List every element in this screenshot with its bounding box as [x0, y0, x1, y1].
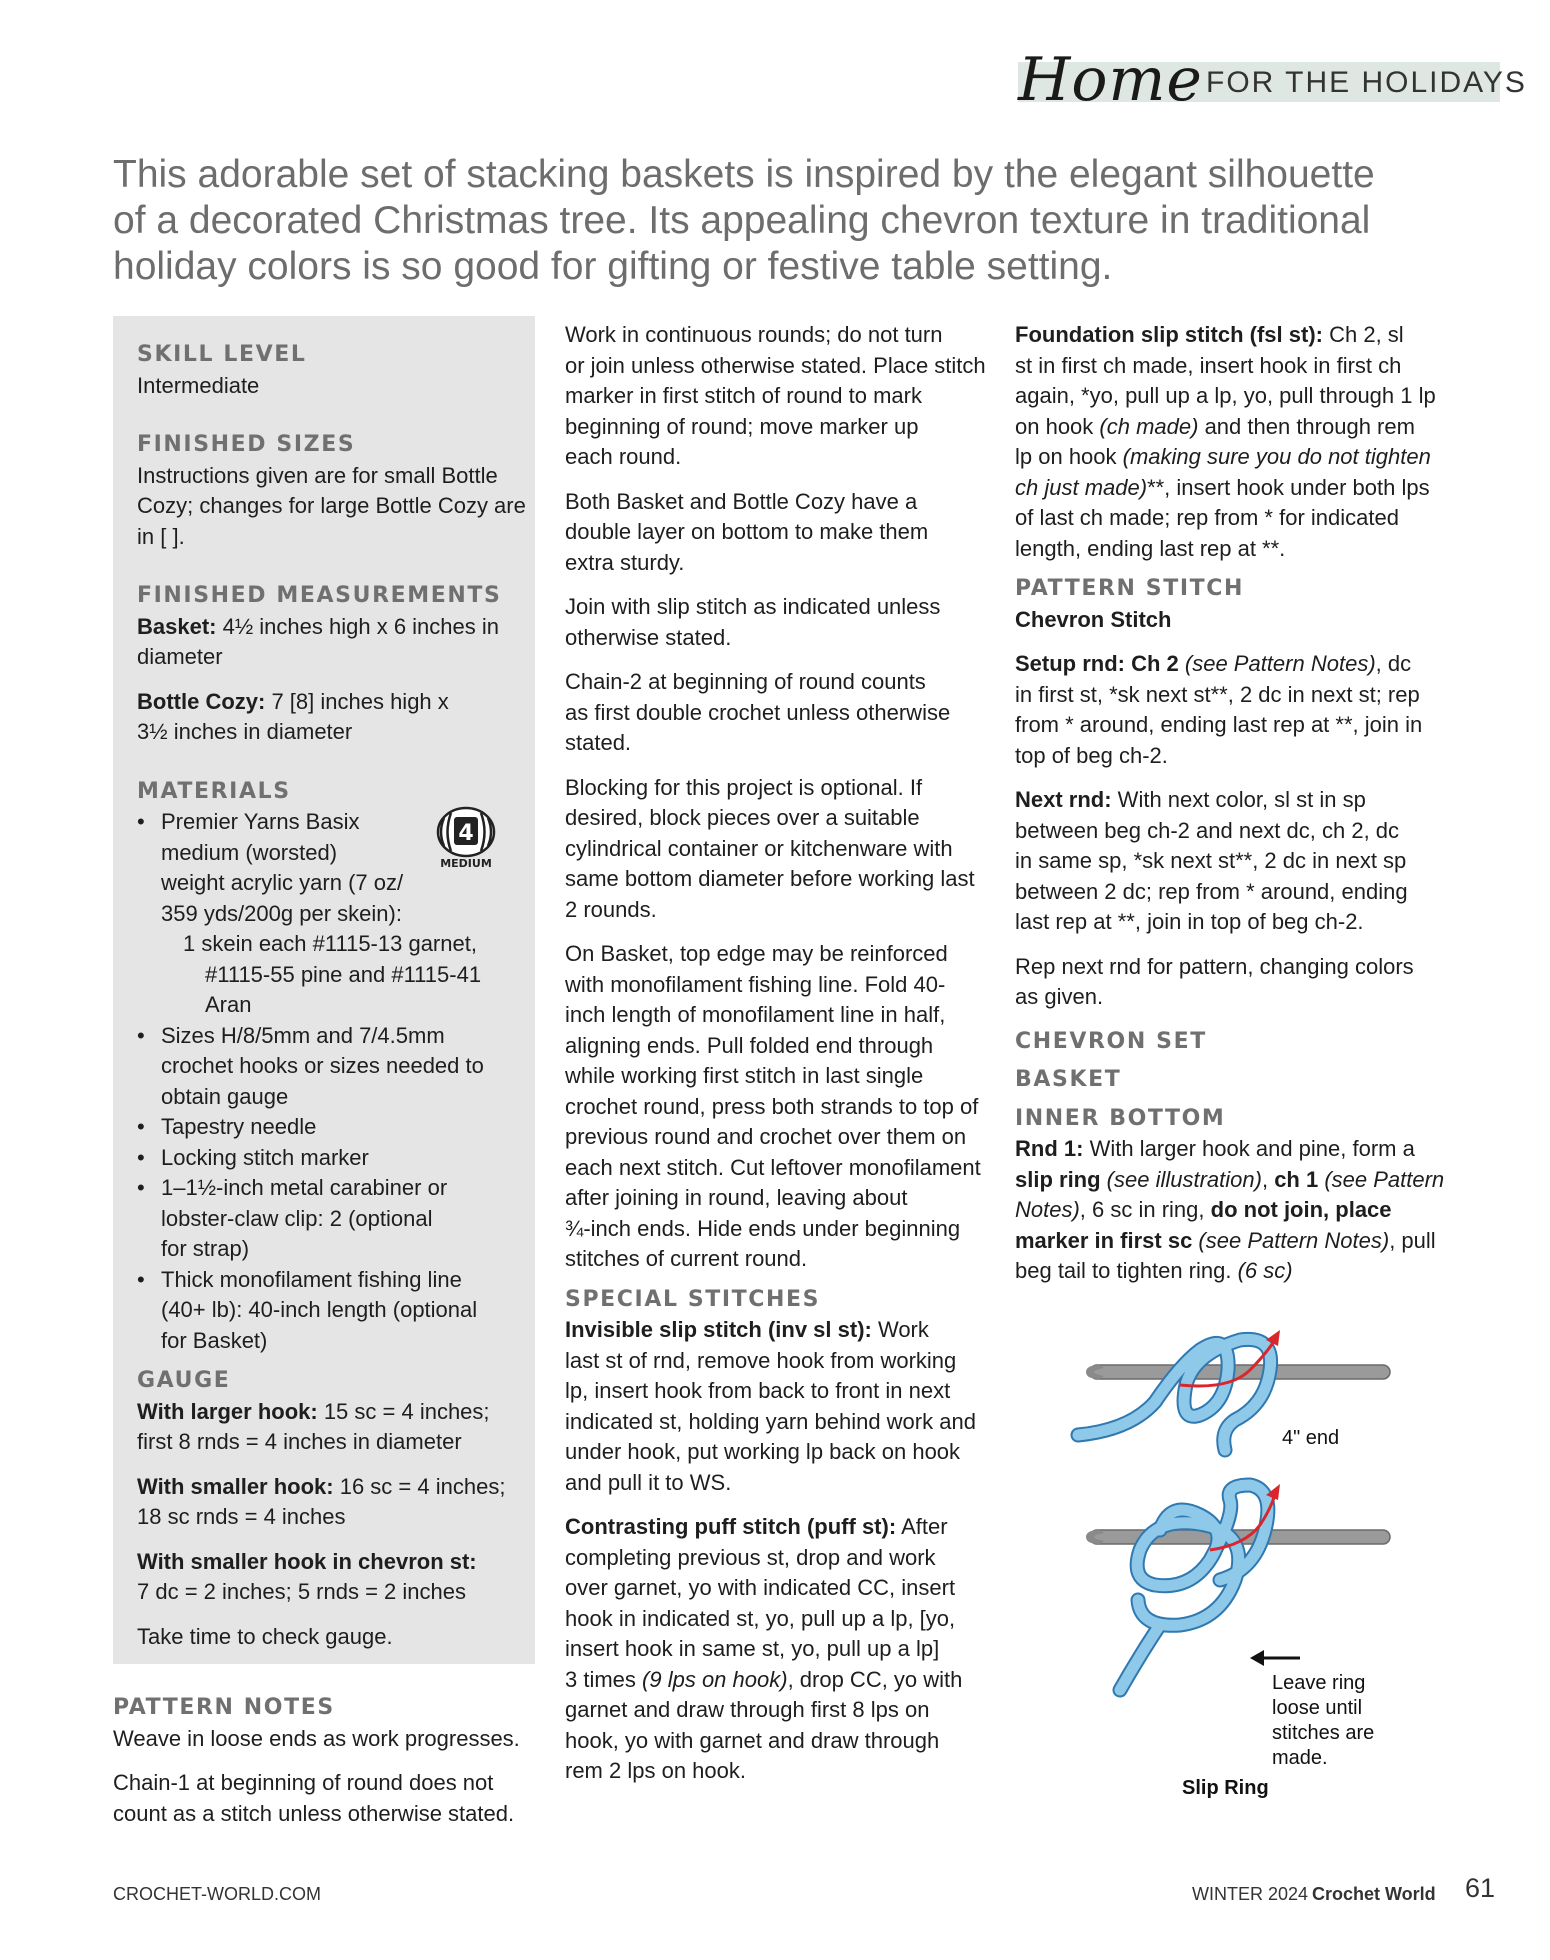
- header-section-title: FOR THE HOLIDAYS: [1206, 66, 1527, 99]
- sizes-heading: FINISHED SIZES: [137, 432, 356, 457]
- inv-sl-st-line: lp, insert hook from back to front in next: [565, 1378, 951, 1403]
- next-rnd-label: Next rnd:: [1015, 787, 1112, 812]
- setup-rnd-italic: (see Pattern Notes): [1178, 651, 1376, 676]
- setup-rnd-label: Setup rnd: Ch 2: [1015, 651, 1179, 676]
- gauge-chevron: [137, 1547, 527, 1578]
- gauge-smaller-text: 16 sc = 4 inches;: [333, 1473, 506, 1499]
- next-rnd-line: between 2 dc; rep from * around, ending: [1015, 878, 1408, 904]
- materials-heading: MATERIALS: [137, 778, 291, 804]
- puff-st-line: hook in indicated st, yo, pull up a lp, [yo,: [565, 1605, 956, 1631]
- footer-site: CROCHET-WORLD.COM: [113, 1884, 321, 1904]
- fsl-st-text: lp on hook: [1015, 444, 1123, 469]
- footer-magazine: Crochet World: [1312, 1884, 1436, 1904]
- label-leave-line: loose until: [1272, 1697, 1363, 1719]
- gauge-larger: [137, 1397, 527, 1428]
- hooks-line: crochet hooks or sizes needed to: [161, 1053, 484, 1078]
- marker-line: • Locking stitch marker: [161, 1144, 369, 1170]
- puff-st-line: insert hook in same st, yo, pull up a lp]: [565, 1636, 940, 1661]
- rnd1-line: [1015, 1226, 1455, 1257]
- rep-line: as given.: [1015, 984, 1104, 1009]
- puff-st-line: garnet and draw through first 8 lps on: [565, 1697, 930, 1722]
- note-line: cylindrical container or kitchenware with: [565, 835, 953, 861]
- note-line: stated.: [565, 730, 632, 755]
- clip-line: lobster-claw clip: 2 (optional: [161, 1205, 433, 1231]
- note-line: each next stitch. Cut leftover monofilament: [565, 1154, 981, 1180]
- note-line: same bottom diameter before working last: [565, 866, 975, 891]
- note-line: as first double crochet unless otherwise: [565, 699, 951, 725]
- rnd1-italic: (6 sc): [1237, 1258, 1293, 1283]
- label-leave-line: made.: [1272, 1747, 1328, 1769]
- next-rnd-line: last rep at **, join in top of beg ch-2.: [1015, 909, 1364, 934]
- puff-st-text: 3 times: [565, 1666, 643, 1692]
- page-number: 61: [1465, 1873, 1496, 1903]
- list-item: [137, 1143, 527, 1174]
- fsl-st-text: **, insert hook under both lps: [1147, 474, 1430, 500]
- label-leave-ring: [1272, 1672, 1380, 1769]
- next-rnd-line: between beg ch-2 and next dc, ch 2, dc: [1015, 817, 1400, 843]
- rnd1-italic: (see Pattern Notes): [1192, 1227, 1390, 1253]
- list-item: [137, 1021, 527, 1113]
- rnd1-italic: (see Pattern: [1318, 1166, 1445, 1192]
- note-line: stitches of current round.: [565, 1246, 808, 1271]
- list-item: [137, 1265, 527, 1357]
- note-line: Blocking for this project is optional. If: [565, 774, 923, 800]
- note-line: marker in first stitch of round to mark: [565, 383, 922, 408]
- column-three: [1015, 320, 1455, 1287]
- fsl-st-line: st in first ch made, insert hook in first ch: [1015, 352, 1402, 378]
- pattern-notes: [113, 1693, 543, 1829]
- inv-sl-st-text: Work: [871, 1317, 929, 1342]
- sizes-line: Cozy; changes for large Bottle Cozy are: [137, 493, 526, 518]
- fsl-st-text: on hook: [1015, 413, 1100, 439]
- fsl-st-italic: (making sure you do not tighten: [1122, 444, 1431, 469]
- intro-line: holiday colors is so good for gifting or festive table setting.: [113, 245, 1113, 288]
- measurements-heading: FINISHED MEASUREMENTS: [137, 583, 502, 608]
- column-two: [565, 320, 995, 1787]
- gauge-chevron-label: With smaller hook in chevron st:: [137, 1548, 477, 1574]
- note-line: each round.: [565, 444, 682, 469]
- note-line: aligning ends. Pull folded end through: [565, 1032, 934, 1058]
- yarn-ring-icon: [1120, 1485, 1268, 1690]
- footer-issue: WINTER 2024: [1192, 1884, 1309, 1904]
- yarn-line: medium (worsted): [161, 839, 338, 865]
- basket-measure-cont: diameter: [137, 644, 223, 669]
- fsl-st-italic: ch just made): [1015, 474, 1148, 500]
- label-4-inch-end: 4" end: [1282, 1427, 1340, 1449]
- note-line: desired, block pieces over a suitable: [565, 805, 920, 830]
- rnd1-text: ,: [1261, 1166, 1275, 1192]
- illustration-caption: Slip Ring: [1182, 1777, 1269, 1799]
- label-leave-line: Leave ring: [1272, 1672, 1366, 1694]
- list-item: [137, 1173, 527, 1265]
- inv-sl-st-line: last st of rnd, remove hook from working: [565, 1347, 957, 1373]
- chevron-stitch-title: [1015, 605, 1455, 636]
- cozy-measure-text: 7 [8] inches high x: [265, 688, 449, 714]
- sizes-line: in [ ].: [137, 523, 185, 549]
- setup-rnd: [1015, 649, 1455, 680]
- fsl-st-line: [1015, 473, 1455, 504]
- chevron-set-heading: CHEVRON SET: [1015, 1028, 1207, 1054]
- note-line: Join with slip stitch as indicated unless: [565, 594, 941, 619]
- next-rnd: [1015, 785, 1455, 816]
- rnd1-line: [1015, 1165, 1455, 1196]
- note-line: Chain-2 at beginning of round counts: [565, 669, 926, 694]
- rnd1-bold: slip ring: [1015, 1166, 1101, 1192]
- puff-st-line: completing previous st, drop and work: [565, 1544, 936, 1570]
- gauge-larger-label: With larger hook:: [137, 1398, 318, 1424]
- note-line: while working first stitch in last single: [565, 1063, 924, 1088]
- black-arrow-icon: [1250, 1650, 1300, 1666]
- fsl-st: [1015, 320, 1455, 351]
- yarn-color-line: 1 skein each #1115-13 garnet,: [183, 931, 477, 956]
- rep-line: Rep next rnd for pattern, changing colors: [1015, 953, 1414, 979]
- fsl-st-line: again, *yo, pull up a lp, yo, pull through 1 lp: [1015, 383, 1436, 408]
- note-line: crochet round, press both strands to top of: [565, 1093, 979, 1119]
- label-leave-line: stitches are: [1272, 1722, 1375, 1744]
- notes-text: count as a stitch unless otherwise stated.: [113, 1800, 515, 1826]
- sidebar-content: [137, 340, 527, 1652]
- note-line: ¾-inch ends. Hide ends under beginning: [565, 1215, 961, 1241]
- setup-rnd-line: top of beg ch-2.: [1015, 742, 1168, 768]
- special-stitches-heading: SPECIAL STITCHES: [565, 1286, 821, 1312]
- clip-line: • 1–1½-inch metal carabiner or: [161, 1175, 448, 1200]
- note-line: inch length of monofilament line in half,: [565, 1002, 946, 1027]
- fsl-st-text: and then through rem: [1198, 413, 1415, 439]
- puff-st-line: rem 2 lps on hook.: [565, 1758, 746, 1783]
- fishing-line: • Thick monofilament fishing line: [161, 1266, 462, 1292]
- inv-sl-st: [565, 1315, 995, 1346]
- fsl-st-italic: (ch made): [1099, 413, 1199, 439]
- rnd1-label: Rnd 1:: [1015, 1136, 1084, 1161]
- sizes-line: Instructions given are for small Bottle: [137, 462, 498, 488]
- gauge-check: Take time to check gauge.: [137, 1623, 393, 1649]
- cozy-measure: [137, 687, 527, 718]
- note-line: 2 rounds.: [565, 896, 657, 922]
- notes-text: Weave in loose ends as work progresses.: [113, 1725, 520, 1751]
- hooks-line: • Sizes H/8/5mm and 7/4.5mm: [161, 1022, 445, 1048]
- notes-text: Chain-1 at beginning of round does not: [113, 1770, 494, 1795]
- note-line: double layer on bottom to make them: [565, 519, 929, 544]
- rnd1-italic: (see illustration): [1100, 1166, 1262, 1192]
- rnd1-line: [1015, 1195, 1455, 1226]
- rnd1-text: , pull: [1389, 1227, 1436, 1253]
- yarn-line: weight acrylic yarn (7 oz/: [161, 870, 404, 895]
- basket-measure-text: 4½ inches high x 6 inches in: [216, 613, 499, 639]
- next-rnd-text: With next color, sl st in sp: [1111, 787, 1366, 812]
- intro-line: This adorable set of stacking baskets is inspired by the elegant silhouette: [113, 153, 1375, 196]
- skill-text: Intermediate: [137, 372, 260, 398]
- rnd1: [1015, 1134, 1455, 1165]
- next-rnd-line: in same sp, *sk next st**, 2 dc in next sp: [1015, 848, 1407, 873]
- intro-line: of a decorated Christmas tree. Its appealing chevron texture in traditional: [113, 199, 1371, 242]
- basket-heading: BASKET: [1015, 1067, 1122, 1092]
- puff-st-line: over garnet, yo with indicated CC, insert: [565, 1575, 956, 1600]
- fsl-st-line: [1015, 442, 1455, 473]
- rnd1-bold: do not join, place: [1210, 1197, 1392, 1222]
- inv-sl-st-line: and pull it to WS.: [565, 1469, 732, 1495]
- inv-sl-st-line: under hook, put working lp back on hook: [565, 1439, 961, 1464]
- rnd1-bold: ch 1: [1274, 1166, 1319, 1192]
- puff-st-line: [565, 1665, 995, 1696]
- gauge-chevron-text: 7 dc = 2 inches; 5 rnds = 2 inches: [137, 1579, 466, 1604]
- yarn-line: 359 yds/200g per skein):: [161, 900, 402, 926]
- note-line: Work in continuous rounds; do not turn: [565, 322, 943, 347]
- pattern-stitch-heading: PATTERN STITCH: [1015, 576, 1244, 601]
- setup-rnd-line: in first st, *sk next st**, 2 dc in next st; rep: [1015, 681, 1420, 707]
- intro-paragraph: [113, 152, 1413, 290]
- fsl-st-line: [1015, 412, 1455, 443]
- cozy-label: Bottle Cozy:: [137, 688, 266, 714]
- note-line: Both Basket and Bottle Cozy have a: [565, 488, 918, 514]
- rnd1-bold: marker in first sc: [1015, 1227, 1193, 1253]
- fsl-st-line: length, ending last rep at **.: [1015, 535, 1286, 561]
- gauge-smaller-cont: 18 sc rnds = 4 inches: [137, 1504, 346, 1529]
- fsl-st-line: of last ch made; rep from * for indicated: [1015, 505, 1399, 530]
- cozy-measure-cont: 3½ inches in diameter: [137, 719, 353, 744]
- hooks-line: obtain gauge: [161, 1083, 289, 1109]
- medium-yarn-weight-icon: [434, 804, 498, 870]
- basket-label: Basket:: [137, 613, 217, 639]
- puff-st-text: , drop CC, yo with: [787, 1666, 963, 1692]
- rnd1-text: With larger hook and pine, form a: [1083, 1136, 1415, 1161]
- note-line: otherwise stated.: [565, 624, 732, 650]
- chevron-stitch-title-text: Chevron Stitch: [1015, 606, 1172, 632]
- fishing-line: (40+ lb): 40-inch length (optional: [161, 1297, 478, 1322]
- yarn-color-line: #1115-55 pine and #1115-41 Aran: [205, 961, 482, 1017]
- rnd1-line: [1015, 1256, 1455, 1287]
- inv-sl-st-label: Invisible slip stitch (inv sl st):: [565, 1317, 872, 1342]
- gauge-larger-text: 15 sc = 4 inches;: [317, 1398, 490, 1424]
- puff-st-text: After: [896, 1514, 948, 1539]
- yarn-badge-number: 4: [458, 821, 474, 846]
- basket-measure: [137, 612, 527, 643]
- rnd1-text: , 6 sc in ring,: [1079, 1197, 1211, 1222]
- slip-ring-illustration: [1060, 1310, 1420, 1810]
- inner-bottom-heading: INNER BOTTOM: [1015, 1105, 1226, 1131]
- setup-rnd-text: , dc: [1375, 651, 1412, 676]
- list-item: [137, 1112, 527, 1143]
- note-line: with monofilament fishing line. Fold 40-: [565, 971, 946, 997]
- fishing-line: for Basket): [161, 1327, 268, 1353]
- clip-line: for strap): [161, 1236, 250, 1261]
- rnd1-text: beg tail to tighten ring.: [1015, 1258, 1238, 1283]
- needle-line: • Tapestry needle: [161, 1114, 317, 1139]
- yarn-line: • Premier Yarns Basix: [161, 809, 360, 834]
- puff-st-line: hook, yo with garnet and draw through: [565, 1727, 940, 1753]
- header-script-word: Home: [1018, 45, 1203, 115]
- gauge-larger-cont: first 8 rnds = 4 inches in diameter: [137, 1429, 462, 1454]
- gauge-heading: GAUGE: [137, 1368, 231, 1393]
- gauge-smaller: [137, 1472, 527, 1503]
- puff-st-italic: (9 lps on hook): [642, 1666, 788, 1692]
- materials-list: [137, 807, 527, 1356]
- note-line: previous round and crochet over them on: [565, 1124, 967, 1149]
- note-line: On Basket, top edge may be reinforced: [565, 941, 948, 966]
- puff-st-label: Contrasting puff stitch (puff st):: [565, 1514, 897, 1539]
- inv-sl-st-line: indicated st, holding yarn behind work and: [565, 1408, 976, 1434]
- puff-st: [565, 1512, 995, 1543]
- note-line: beginning of round; move marker up: [565, 413, 919, 439]
- yarn-loop-icon: [1078, 1339, 1271, 1450]
- note-line: or join unless otherwise stated. Place stitch: [565, 352, 986, 378]
- gauge-smaller-label: With smaller hook:: [137, 1473, 334, 1499]
- setup-rnd-line: from * around, ending last rep at **, join in: [1015, 712, 1423, 737]
- note-line: extra sturdy.: [565, 549, 685, 575]
- notes-heading: PATTERN NOTES: [113, 1695, 335, 1720]
- note-line: after joining in round, leaving about: [565, 1185, 908, 1210]
- skill-heading: SKILL LEVEL: [137, 342, 307, 367]
- fsl-st-text: Ch 2, sl: [1322, 322, 1404, 347]
- yarn-badge-label: MEDIUM: [440, 857, 492, 870]
- rnd1-italic: Notes): [1015, 1197, 1080, 1222]
- fsl-st-label: Foundation slip stitch (fsl st):: [1015, 322, 1323, 347]
